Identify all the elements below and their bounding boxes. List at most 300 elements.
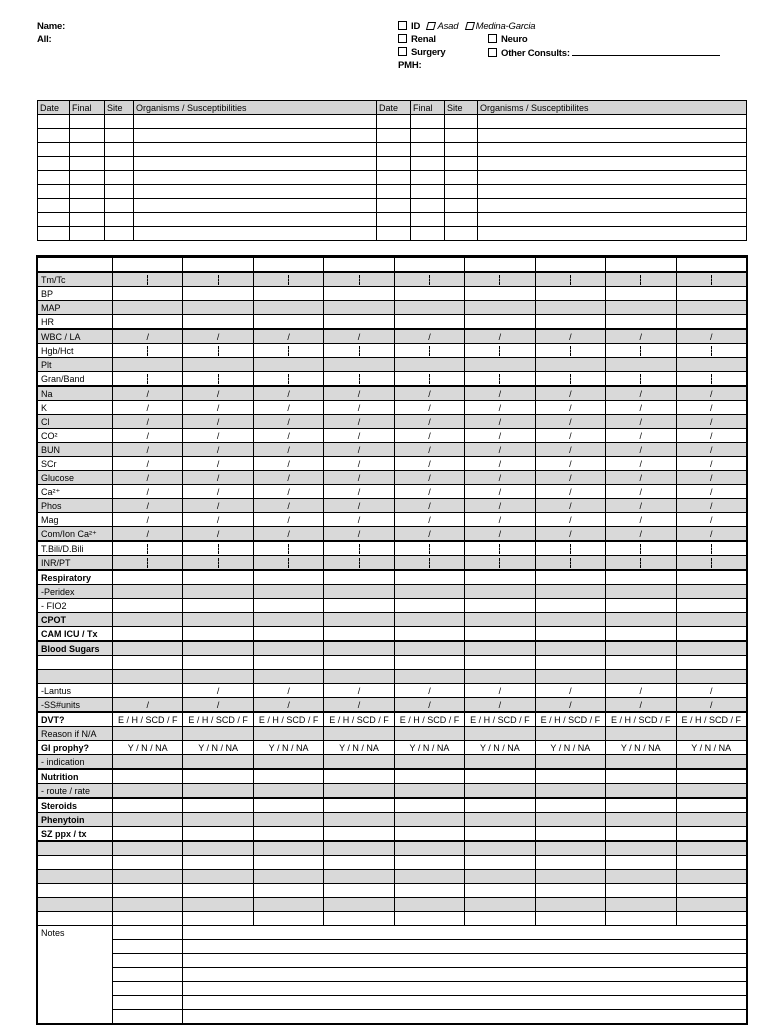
- flowsheet-cell[interactable]: [676, 784, 746, 799]
- flowsheet-cell[interactable]: [113, 813, 183, 827]
- flowsheet-cell[interactable]: [253, 471, 323, 485]
- flowsheet-cell[interactable]: [606, 898, 676, 912]
- flowsheet-cell[interactable]: [183, 471, 253, 485]
- flowsheet-cell[interactable]: [394, 257, 464, 272]
- flowsheet-cell[interactable]: [676, 372, 746, 387]
- flowsheet-cell[interactable]: [465, 556, 535, 571]
- flowsheet-cell[interactable]: [465, 570, 535, 585]
- flowsheet-cell[interactable]: [324, 415, 394, 429]
- flowsheet-cell[interactable]: [183, 798, 253, 813]
- flowsheet-cell[interactable]: [253, 315, 323, 330]
- flowsheet-cell[interactable]: [676, 884, 746, 898]
- flowsheet-cell[interactable]: [465, 898, 535, 912]
- flowsheet-cell[interactable]: [253, 712, 323, 727]
- culture-cell[interactable]: [445, 129, 478, 143]
- flowsheet-cell[interactable]: [676, 798, 746, 813]
- flowsheet-cell[interactable]: [113, 358, 183, 372]
- flowsheet-cell[interactable]: [535, 358, 605, 372]
- flowsheet-cell[interactable]: [535, 386, 605, 401]
- flowsheet-cell[interactable]: [535, 856, 605, 870]
- flowsheet-cell[interactable]: [606, 813, 676, 827]
- flowsheet-cell[interactable]: [324, 329, 394, 344]
- flowsheet-cell[interactable]: [113, 698, 183, 713]
- flowsheet-cell[interactable]: [394, 698, 464, 713]
- flowsheet-cell[interactable]: [324, 443, 394, 457]
- flowsheet-cell[interactable]: [113, 471, 183, 485]
- flowsheet-cell[interactable]: [535, 272, 605, 287]
- notes-cell[interactable]: [183, 1010, 747, 1024]
- flowsheet-cell[interactable]: [183, 527, 253, 542]
- flowsheet-cell[interactable]: [535, 813, 605, 827]
- flowsheet-cell[interactable]: [394, 344, 464, 358]
- flowsheet-cell[interactable]: [606, 712, 676, 727]
- flowsheet-cell[interactable]: [253, 755, 323, 770]
- flowsheet-cell[interactable]: [606, 301, 676, 315]
- culture-cell[interactable]: [411, 157, 445, 171]
- flowsheet-cell[interactable]: [465, 769, 535, 784]
- flowsheet-cell[interactable]: [465, 613, 535, 627]
- flowsheet-cell[interactable]: [606, 912, 676, 926]
- flowsheet-cell[interactable]: [676, 499, 746, 513]
- culture-row[interactable]: [38, 185, 747, 199]
- flowsheet-cell[interactable]: [183, 301, 253, 315]
- culture-cell[interactable]: [134, 213, 377, 227]
- flowsheet-cell[interactable]: [606, 827, 676, 842]
- flowsheet-cell[interactable]: [394, 386, 464, 401]
- flowsheet-cell[interactable]: [324, 401, 394, 415]
- culture-cell[interactable]: [38, 157, 70, 171]
- flowsheet-cell[interactable]: [606, 884, 676, 898]
- flowsheet-cell[interactable]: [183, 870, 253, 884]
- culture-cell[interactable]: [38, 185, 70, 199]
- flowsheet-cell[interactable]: [394, 727, 464, 741]
- flowsheet-cell[interactable]: [535, 556, 605, 571]
- flowsheet-cell[interactable]: [324, 870, 394, 884]
- flowsheet-cell[interactable]: [113, 613, 183, 627]
- renal-consult[interactable]: [398, 34, 436, 45]
- flowsheet-cell[interactable]: [253, 870, 323, 884]
- flowsheet-cell[interactable]: [253, 670, 323, 684]
- culture-cell[interactable]: [38, 213, 70, 227]
- flowsheet-cell[interactable]: [465, 429, 535, 443]
- culture-cell[interactable]: [38, 115, 70, 129]
- flowsheet-cell[interactable]: [535, 344, 605, 358]
- flowsheet-cell[interactable]: [324, 827, 394, 842]
- flowsheet-cell[interactable]: [324, 344, 394, 358]
- id-consult[interactable]: [398, 21, 535, 32]
- flowsheet-cell[interactable]: [535, 827, 605, 842]
- flowsheet-cell[interactable]: [535, 257, 605, 272]
- flowsheet-cell[interactable]: [183, 329, 253, 344]
- flowsheet-cell[interactable]: [113, 415, 183, 429]
- flowsheet-cell[interactable]: [183, 712, 253, 727]
- flowsheet-cell[interactable]: [465, 315, 535, 330]
- flowsheet-cell[interactable]: [676, 315, 746, 330]
- flowsheet-cell[interactable]: [535, 499, 605, 513]
- flowsheet-cell[interactable]: [535, 727, 605, 741]
- flowsheet-cell[interactable]: [535, 656, 605, 670]
- flowsheet-cell[interactable]: [535, 627, 605, 642]
- flowsheet-cell[interactable]: [183, 415, 253, 429]
- flowsheet-cell[interactable]: [394, 769, 464, 784]
- culture-cell[interactable]: [478, 199, 747, 213]
- flowsheet-cell[interactable]: [183, 641, 253, 656]
- flowsheet-cell[interactable]: [465, 641, 535, 656]
- flowsheet-cell[interactable]: [113, 712, 183, 727]
- culture-cell[interactable]: [70, 171, 105, 185]
- culture-cell[interactable]: [105, 227, 134, 241]
- flowsheet-cell[interactable]: [606, 585, 676, 599]
- flowsheet-cell[interactable]: [465, 527, 535, 542]
- culture-cell[interactable]: [478, 171, 747, 185]
- flowsheet-cell[interactable]: [183, 784, 253, 799]
- flowsheet-cell[interactable]: [394, 585, 464, 599]
- flowsheet-cell[interactable]: [394, 541, 464, 556]
- flowsheet-cell[interactable]: [676, 287, 746, 301]
- culture-cell[interactable]: [134, 129, 377, 143]
- flowsheet-cell[interactable]: [253, 856, 323, 870]
- flowsheet-cell[interactable]: [606, 613, 676, 627]
- flowsheet-cell[interactable]: [676, 527, 746, 542]
- flowsheet-cell[interactable]: [394, 870, 464, 884]
- flowsheet-cell[interactable]: [183, 698, 253, 713]
- flowsheet-cell[interactable]: [324, 372, 394, 387]
- flowsheet-cell[interactable]: [113, 684, 183, 698]
- flowsheet-cell[interactable]: [676, 415, 746, 429]
- flowsheet-cell[interactable]: [676, 443, 746, 457]
- flowsheet-cell[interactable]: [394, 712, 464, 727]
- flowsheet-cell[interactable]: [465, 727, 535, 741]
- culture-cell[interactable]: [411, 227, 445, 241]
- flowsheet-cell[interactable]: [394, 827, 464, 842]
- flowsheet-cell[interactable]: [606, 443, 676, 457]
- flowsheet-cell[interactable]: [183, 599, 253, 613]
- flowsheet-cell[interactable]: [606, 856, 676, 870]
- flowsheet-cell[interactable]: [465, 358, 535, 372]
- checkbox-icon[interactable]: [488, 48, 497, 57]
- flowsheet-cell[interactable]: [394, 527, 464, 542]
- culture-cell[interactable]: [38, 227, 70, 241]
- culture-cell[interactable]: [38, 143, 70, 157]
- flowsheet-cell[interactable]: [535, 301, 605, 315]
- culture-cell[interactable]: [38, 199, 70, 213]
- flowsheet-cell[interactable]: [113, 499, 183, 513]
- flowsheet-cell[interactable]: [676, 898, 746, 912]
- flowsheet-cell[interactable]: [535, 429, 605, 443]
- flowsheet-cell[interactable]: [606, 599, 676, 613]
- flowsheet-cell[interactable]: [606, 386, 676, 401]
- culture-cell[interactable]: [445, 199, 478, 213]
- flowsheet-cell[interactable]: [253, 898, 323, 912]
- flowsheet-cell[interactable]: [394, 287, 464, 301]
- flowsheet-cell[interactable]: [606, 485, 676, 499]
- flowsheet-cell[interactable]: [183, 627, 253, 642]
- flowsheet-cell[interactable]: [465, 827, 535, 842]
- flowsheet-cell[interactable]: [324, 556, 394, 571]
- culture-cell[interactable]: [105, 213, 134, 227]
- flowsheet-cell[interactable]: [535, 599, 605, 613]
- notes-cell[interactable]: [183, 926, 747, 940]
- flowsheet-cell[interactable]: [253, 485, 323, 499]
- flowsheet-cell[interactable]: [183, 656, 253, 670]
- flowsheet-cell[interactable]: [676, 856, 746, 870]
- flowsheet-cell[interactable]: [465, 755, 535, 770]
- flowsheet-cell[interactable]: [394, 415, 464, 429]
- flowsheet-cell[interactable]: [535, 513, 605, 527]
- flowsheet-cell[interactable]: [465, 443, 535, 457]
- culture-row[interactable]: [38, 213, 747, 227]
- notes-cell[interactable]: [113, 926, 183, 940]
- flowsheet-cell[interactable]: [394, 429, 464, 443]
- flowsheet-cell[interactable]: [253, 627, 323, 642]
- flowsheet-cell[interactable]: [606, 870, 676, 884]
- flowsheet-cell[interactable]: [253, 813, 323, 827]
- flowsheet-cell[interactable]: [113, 841, 183, 856]
- culture-cell[interactable]: [478, 227, 747, 241]
- checkbox-icon[interactable]: [488, 34, 497, 43]
- flowsheet-cell[interactable]: [465, 884, 535, 898]
- flowsheet-cell[interactable]: [183, 856, 253, 870]
- flowsheet-cell[interactable]: [394, 613, 464, 627]
- flowsheet-cell[interactable]: [676, 755, 746, 770]
- notes-cell[interactable]: [113, 996, 183, 1010]
- flowsheet-cell[interactable]: [253, 912, 323, 926]
- checkbox-icon[interactable]: [398, 21, 407, 30]
- flowsheet-cell[interactable]: [465, 698, 535, 713]
- flowsheet-cell[interactable]: [535, 769, 605, 784]
- culture-cell[interactable]: [105, 171, 134, 185]
- notes-cell[interactable]: [183, 954, 747, 968]
- flowsheet-cell[interactable]: [535, 372, 605, 387]
- flowsheet-cell[interactable]: [183, 315, 253, 330]
- flowsheet-cell[interactable]: [253, 358, 323, 372]
- flowsheet-cell[interactable]: [253, 443, 323, 457]
- flowsheet-cell[interactable]: [465, 372, 535, 387]
- flowsheet-cell[interactable]: [606, 656, 676, 670]
- flowsheet-cell[interactable]: [113, 755, 183, 770]
- flowsheet-cell[interactable]: [465, 499, 535, 513]
- flowsheet-cell[interactable]: [535, 670, 605, 684]
- flowsheet-cell[interactable]: [113, 784, 183, 799]
- flowsheet-cell[interactable]: [606, 415, 676, 429]
- flowsheet-cell[interactable]: [394, 443, 464, 457]
- culture-cell[interactable]: [445, 227, 478, 241]
- flowsheet-cell[interactable]: [535, 741, 605, 755]
- flowsheet-cell[interactable]: [113, 641, 183, 656]
- flowsheet-cell[interactable]: [113, 599, 183, 613]
- flowsheet-cell[interactable]: [324, 570, 394, 585]
- flowsheet-cell[interactable]: [183, 727, 253, 741]
- flowsheet-cell[interactable]: [253, 656, 323, 670]
- flowsheet-cell[interactable]: [253, 386, 323, 401]
- culture-row[interactable]: [38, 115, 747, 129]
- flowsheet-cell[interactable]: [394, 656, 464, 670]
- flowsheet-cell[interactable]: [535, 684, 605, 698]
- flowsheet-cell[interactable]: [183, 344, 253, 358]
- flowsheet-cell[interactable]: [253, 827, 323, 842]
- flowsheet-cell[interactable]: [535, 471, 605, 485]
- flowsheet-cell[interactable]: [324, 272, 394, 287]
- flowsheet-cell[interactable]: [324, 287, 394, 301]
- flowsheet-cell[interactable]: [465, 287, 535, 301]
- flowsheet-cell[interactable]: [324, 727, 394, 741]
- culture-cell[interactable]: [377, 157, 411, 171]
- culture-cell[interactable]: [478, 115, 747, 129]
- culture-cell[interactable]: [105, 199, 134, 213]
- flowsheet-cell[interactable]: [535, 755, 605, 770]
- flowsheet-cell[interactable]: [465, 627, 535, 642]
- flowsheet-cell[interactable]: [465, 856, 535, 870]
- flowsheet-cell[interactable]: [324, 386, 394, 401]
- flowsheet-cell[interactable]: [113, 429, 183, 443]
- flowsheet-cell[interactable]: [676, 698, 746, 713]
- flowsheet-cell[interactable]: [253, 527, 323, 542]
- culture-cell[interactable]: [377, 129, 411, 143]
- flowsheet-cell[interactable]: [606, 257, 676, 272]
- flowsheet-cell[interactable]: [324, 698, 394, 713]
- flowsheet-cell[interactable]: [606, 727, 676, 741]
- flowsheet-cell[interactable]: [676, 585, 746, 599]
- culture-cell[interactable]: [377, 185, 411, 199]
- flowsheet-cell[interactable]: [324, 627, 394, 642]
- culture-row[interactable]: [38, 227, 747, 241]
- flowsheet-cell[interactable]: [253, 585, 323, 599]
- flowsheet-cell[interactable]: [253, 741, 323, 755]
- flowsheet-cell[interactable]: [676, 827, 746, 842]
- flowsheet-cell[interactable]: [253, 613, 323, 627]
- flowsheet-cell[interactable]: [394, 755, 464, 770]
- flowsheet-cell[interactable]: [465, 513, 535, 527]
- flowsheet-cell[interactable]: [183, 670, 253, 684]
- flowsheet-cell[interactable]: [606, 798, 676, 813]
- flowsheet-cell[interactable]: [113, 386, 183, 401]
- flowsheet-cell[interactable]: [535, 898, 605, 912]
- flowsheet-cell[interactable]: [676, 429, 746, 443]
- flowsheet-cell[interactable]: [606, 841, 676, 856]
- culture-cell[interactable]: [105, 143, 134, 157]
- flowsheet-cell[interactable]: [324, 898, 394, 912]
- flowsheet-cell[interactable]: [183, 841, 253, 856]
- flowsheet-cell[interactable]: [324, 641, 394, 656]
- flowsheet-cell[interactable]: [183, 813, 253, 827]
- flowsheet-cell[interactable]: [465, 329, 535, 344]
- flowsheet-cell[interactable]: [676, 599, 746, 613]
- flowsheet-cell[interactable]: [113, 585, 183, 599]
- flowsheet-cell[interactable]: [676, 485, 746, 499]
- flowsheet-cell[interactable]: [606, 741, 676, 755]
- flowsheet-cell[interactable]: [535, 457, 605, 471]
- flowsheet-cell[interactable]: [253, 841, 323, 856]
- culture-cell[interactable]: [411, 129, 445, 143]
- flowsheet-cell[interactable]: [113, 315, 183, 330]
- flowsheet-cell[interactable]: [183, 401, 253, 415]
- notes-cell[interactable]: [183, 996, 747, 1010]
- flowsheet-cell[interactable]: [324, 712, 394, 727]
- flowsheet-cell[interactable]: [183, 769, 253, 784]
- flowsheet-cell[interactable]: [465, 784, 535, 799]
- flowsheet-cell[interactable]: [535, 884, 605, 898]
- notes-cell[interactable]: [113, 982, 183, 996]
- flowsheet-cell[interactable]: [465, 415, 535, 429]
- flowsheet-cell[interactable]: [676, 401, 746, 415]
- flowsheet-cell[interactable]: [253, 784, 323, 799]
- culture-cell[interactable]: [38, 171, 70, 185]
- flowsheet-cell[interactable]: [324, 599, 394, 613]
- flowsheet-cell[interactable]: [324, 784, 394, 799]
- flowsheet-cell[interactable]: [606, 499, 676, 513]
- flowsheet-cell[interactable]: [253, 401, 323, 415]
- notes-cell[interactable]: [183, 940, 747, 954]
- flowsheet-cell[interactable]: [253, 415, 323, 429]
- flowsheet-cell[interactable]: [113, 344, 183, 358]
- flowsheet-cell[interactable]: [113, 372, 183, 387]
- culture-cell[interactable]: [70, 115, 105, 129]
- flowsheet-cell[interactable]: [113, 401, 183, 415]
- flowsheet-cell[interactable]: [324, 841, 394, 856]
- flowsheet-cell[interactable]: [113, 541, 183, 556]
- flowsheet-cell[interactable]: [324, 613, 394, 627]
- culture-cell[interactable]: [377, 171, 411, 185]
- flowsheet-cell[interactable]: [324, 684, 394, 698]
- flowsheet-cell[interactable]: [676, 656, 746, 670]
- checkbox-icon[interactable]: [398, 34, 407, 43]
- culture-cell[interactable]: [134, 185, 377, 199]
- culture-cell[interactable]: [134, 227, 377, 241]
- flowsheet-cell[interactable]: [465, 585, 535, 599]
- flowsheet-cell[interactable]: [324, 912, 394, 926]
- flowsheet-cell[interactable]: [113, 272, 183, 287]
- flowsheet-cell[interactable]: [465, 870, 535, 884]
- culture-cell[interactable]: [411, 213, 445, 227]
- flowsheet-cell[interactable]: [535, 784, 605, 799]
- flowsheet-cell[interactable]: [676, 641, 746, 656]
- flowsheet-cell[interactable]: [113, 257, 183, 272]
- checkbox-icon[interactable]: [465, 22, 475, 30]
- flowsheet-cell[interactable]: [113, 912, 183, 926]
- flowsheet-cell[interactable]: [324, 670, 394, 684]
- flowsheet-cell[interactable]: [253, 513, 323, 527]
- flowsheet-cell[interactable]: [535, 912, 605, 926]
- flowsheet-cell[interactable]: [324, 856, 394, 870]
- flowsheet-cell[interactable]: [606, 755, 676, 770]
- flowsheet-cell[interactable]: [183, 898, 253, 912]
- flowsheet-cell[interactable]: [183, 372, 253, 387]
- flowsheet-cell[interactable]: [113, 570, 183, 585]
- flowsheet-cell[interactable]: [606, 358, 676, 372]
- flowsheet-cell[interactable]: [535, 329, 605, 344]
- flowsheet-cell[interactable]: [324, 755, 394, 770]
- flowsheet-cell[interactable]: [676, 457, 746, 471]
- flowsheet-cell[interactable]: [606, 570, 676, 585]
- flowsheet-cell[interactable]: [535, 541, 605, 556]
- other-consults-line[interactable]: [572, 47, 720, 56]
- flowsheet-cell[interactable]: [606, 401, 676, 415]
- flowsheet-cell[interactable]: [113, 741, 183, 755]
- flowsheet-cell[interactable]: [535, 870, 605, 884]
- flowsheet-cell[interactable]: [394, 457, 464, 471]
- flowsheet-cell[interactable]: [324, 741, 394, 755]
- flowsheet-cell[interactable]: [324, 884, 394, 898]
- flowsheet-cell[interactable]: [394, 670, 464, 684]
- culture-cell[interactable]: [134, 115, 377, 129]
- flowsheet-cell[interactable]: [676, 358, 746, 372]
- flowsheet-cell[interactable]: [253, 372, 323, 387]
- culture-cell[interactable]: [70, 199, 105, 213]
- flowsheet-cell[interactable]: [183, 827, 253, 842]
- flowsheet-cell[interactable]: [324, 301, 394, 315]
- flowsheet-cell[interactable]: [183, 912, 253, 926]
- flowsheet-cell[interactable]: [465, 712, 535, 727]
